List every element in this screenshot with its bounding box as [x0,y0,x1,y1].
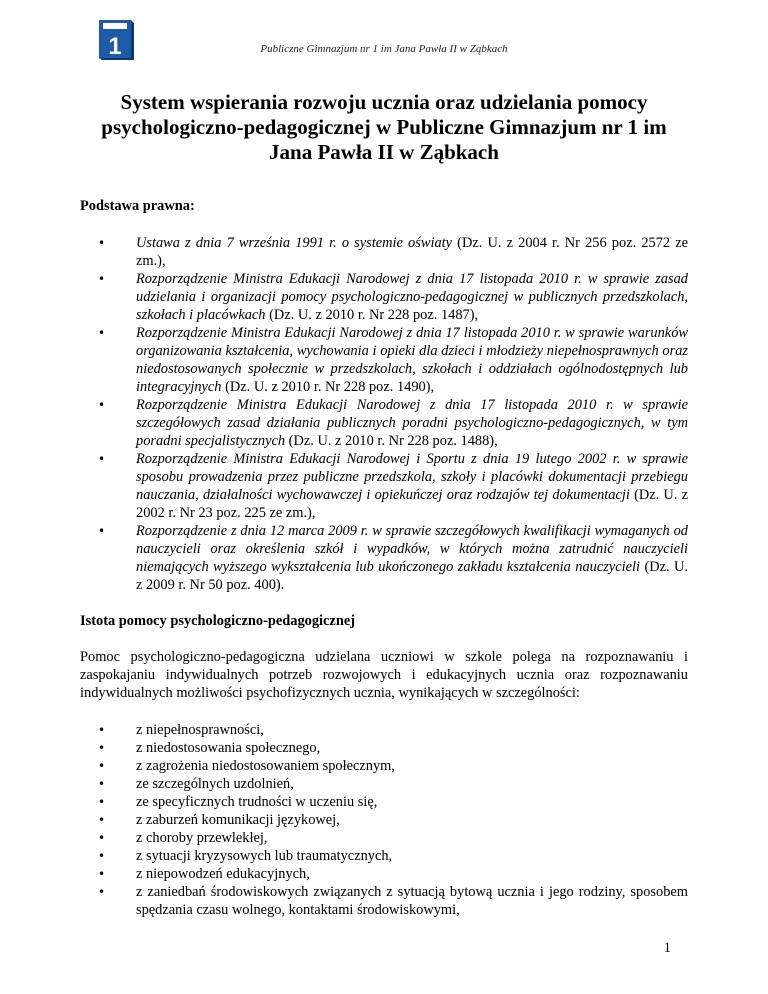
list-item: • ze szczególnych uzdolnień, [80,775,688,793]
list-item: • z zaniedbań środowiskowych związanych z sytuacją bytową ucznia i jego rodziny, sposobem spędzania czasu wolnego, kontaktami środowiskowymi, [80,883,688,919]
list-item: • Rozporządzenie Ministra Edukacji Narodowej z dnia 17 listopada 2010 r. w sprawie szczegółowych zasad działania publicznych poradni psychologiczno-pedagogicznych, w tym poradni specjalistycznych (Dz. U. z 2010 r. Nr 228 poz. 1488), [80,396,688,450]
list-item: • Rozporządzenie Ministra Edukacji Narodowej i Sportu z dnia 19 lutego 2002 r. w sprawie sposobu prowadzenia przez publiczne przedszkola, szkoły i placówki dokumentacji przebiegu nauczania, działalności wychowawczej i opiekuńczej oraz rodzajów tej dokumentacji (Dz. U. z 2002 r. Nr 23 poz. 225 ze zm.), [80,450,688,522]
logo-number: 1 [108,33,122,60]
document-title: System wspierania rozwoju ucznia oraz udzielania pomocy psychologiczno-pedagogicznej w Publiczne Gimnazjum nr 1 im Jana Pawła II w Ząbkach [101,90,667,164]
list-item: • z zagrożenia niedostosowaniem społecznym, [80,757,688,775]
list-item: • z sytuacji kryzysowych lub traumatycznych, [80,847,688,865]
list-item: • Rozporządzenie Ministra Edukacji Narodowej z dnia 17 listopada 2010 r. w sprawie zasad udzielania i organizacji pomocy psychologiczno-pedagogicznej w publicznych przedszkolach, szkołach i placówkach (Dz. U. z 2010 r. Nr 228 poz. 1487), [80,270,688,324]
list-item: • z niepowodzeń edukacyjnych, [80,865,688,883]
essence-heading: Istota pomocy psychologiczno-pedagogicznej [80,613,356,629]
list-item: • ze specyficznych trudności w uczeniu się, [80,793,688,811]
essence-paragraph: Pomoc psychologiczno-pedagogiczna udzielana uczniowi w szkole polega na rozpoznawaniu i zaspokajaniu indywidualnych potrzeb rozwojowych i edukacyjnych ucznia oraz rozpoznawaniu indywidualnych możliwości psychofizycznych ucznia, wynikających w szczególności: [80,649,688,701]
page-number: 1 [663,940,671,956]
list-item: • Rozporządzenie z dnia 12 marca 2009 r. w sprawie szczegółowych kwalifikacji wymaganych od nauczycieli oraz określenia szkół i wypadków, w których można zatrudnić nauczycieli niemających wyższego wykształcenia lub ukończonego zakładu kształcenia nauczycieli (Dz. U. z 2009 r. Nr 50 poz. 400). [80,522,688,594]
list-item: • z zaburzeń komunikacji językowej, [80,811,688,829]
list-item: • Ustawa z dnia 7 września 1991 r. o systemie oświaty (Dz. U. z 2004 r. Nr 256 poz. 2572 ze zm.), [80,234,688,270]
legal-basis-list [80,234,688,594]
running-header: Publiczne Gimnazjum nr 1 im Jana Pawła II w Ząbkach [260,43,508,55]
conditions-list [80,721,688,919]
legal-basis-heading: Podstawa prawna: [80,198,195,214]
list-item: • z niedostosowania społecznego, [80,739,688,757]
list-item: • z niepełnosprawności, [80,721,688,739]
list-item: • z choroby przewlekłej, [80,829,688,847]
document-body [80,197,688,919]
list-item: • Rozporządzenie Ministra Edukacji Narodowej z dnia 17 listopada 2010 r. w sprawie warunków organizowania kształcenia, wychowania i opieki dla dzieci i młodzieży niepełnosprawnych oraz niedostosowanych społecznie w przedszkolach, szkołach i oddziałach ogólnodostępnych lub integracyjnych (Dz. U. z 2010 r. Nr 228 poz. 1490), [80,324,688,396]
